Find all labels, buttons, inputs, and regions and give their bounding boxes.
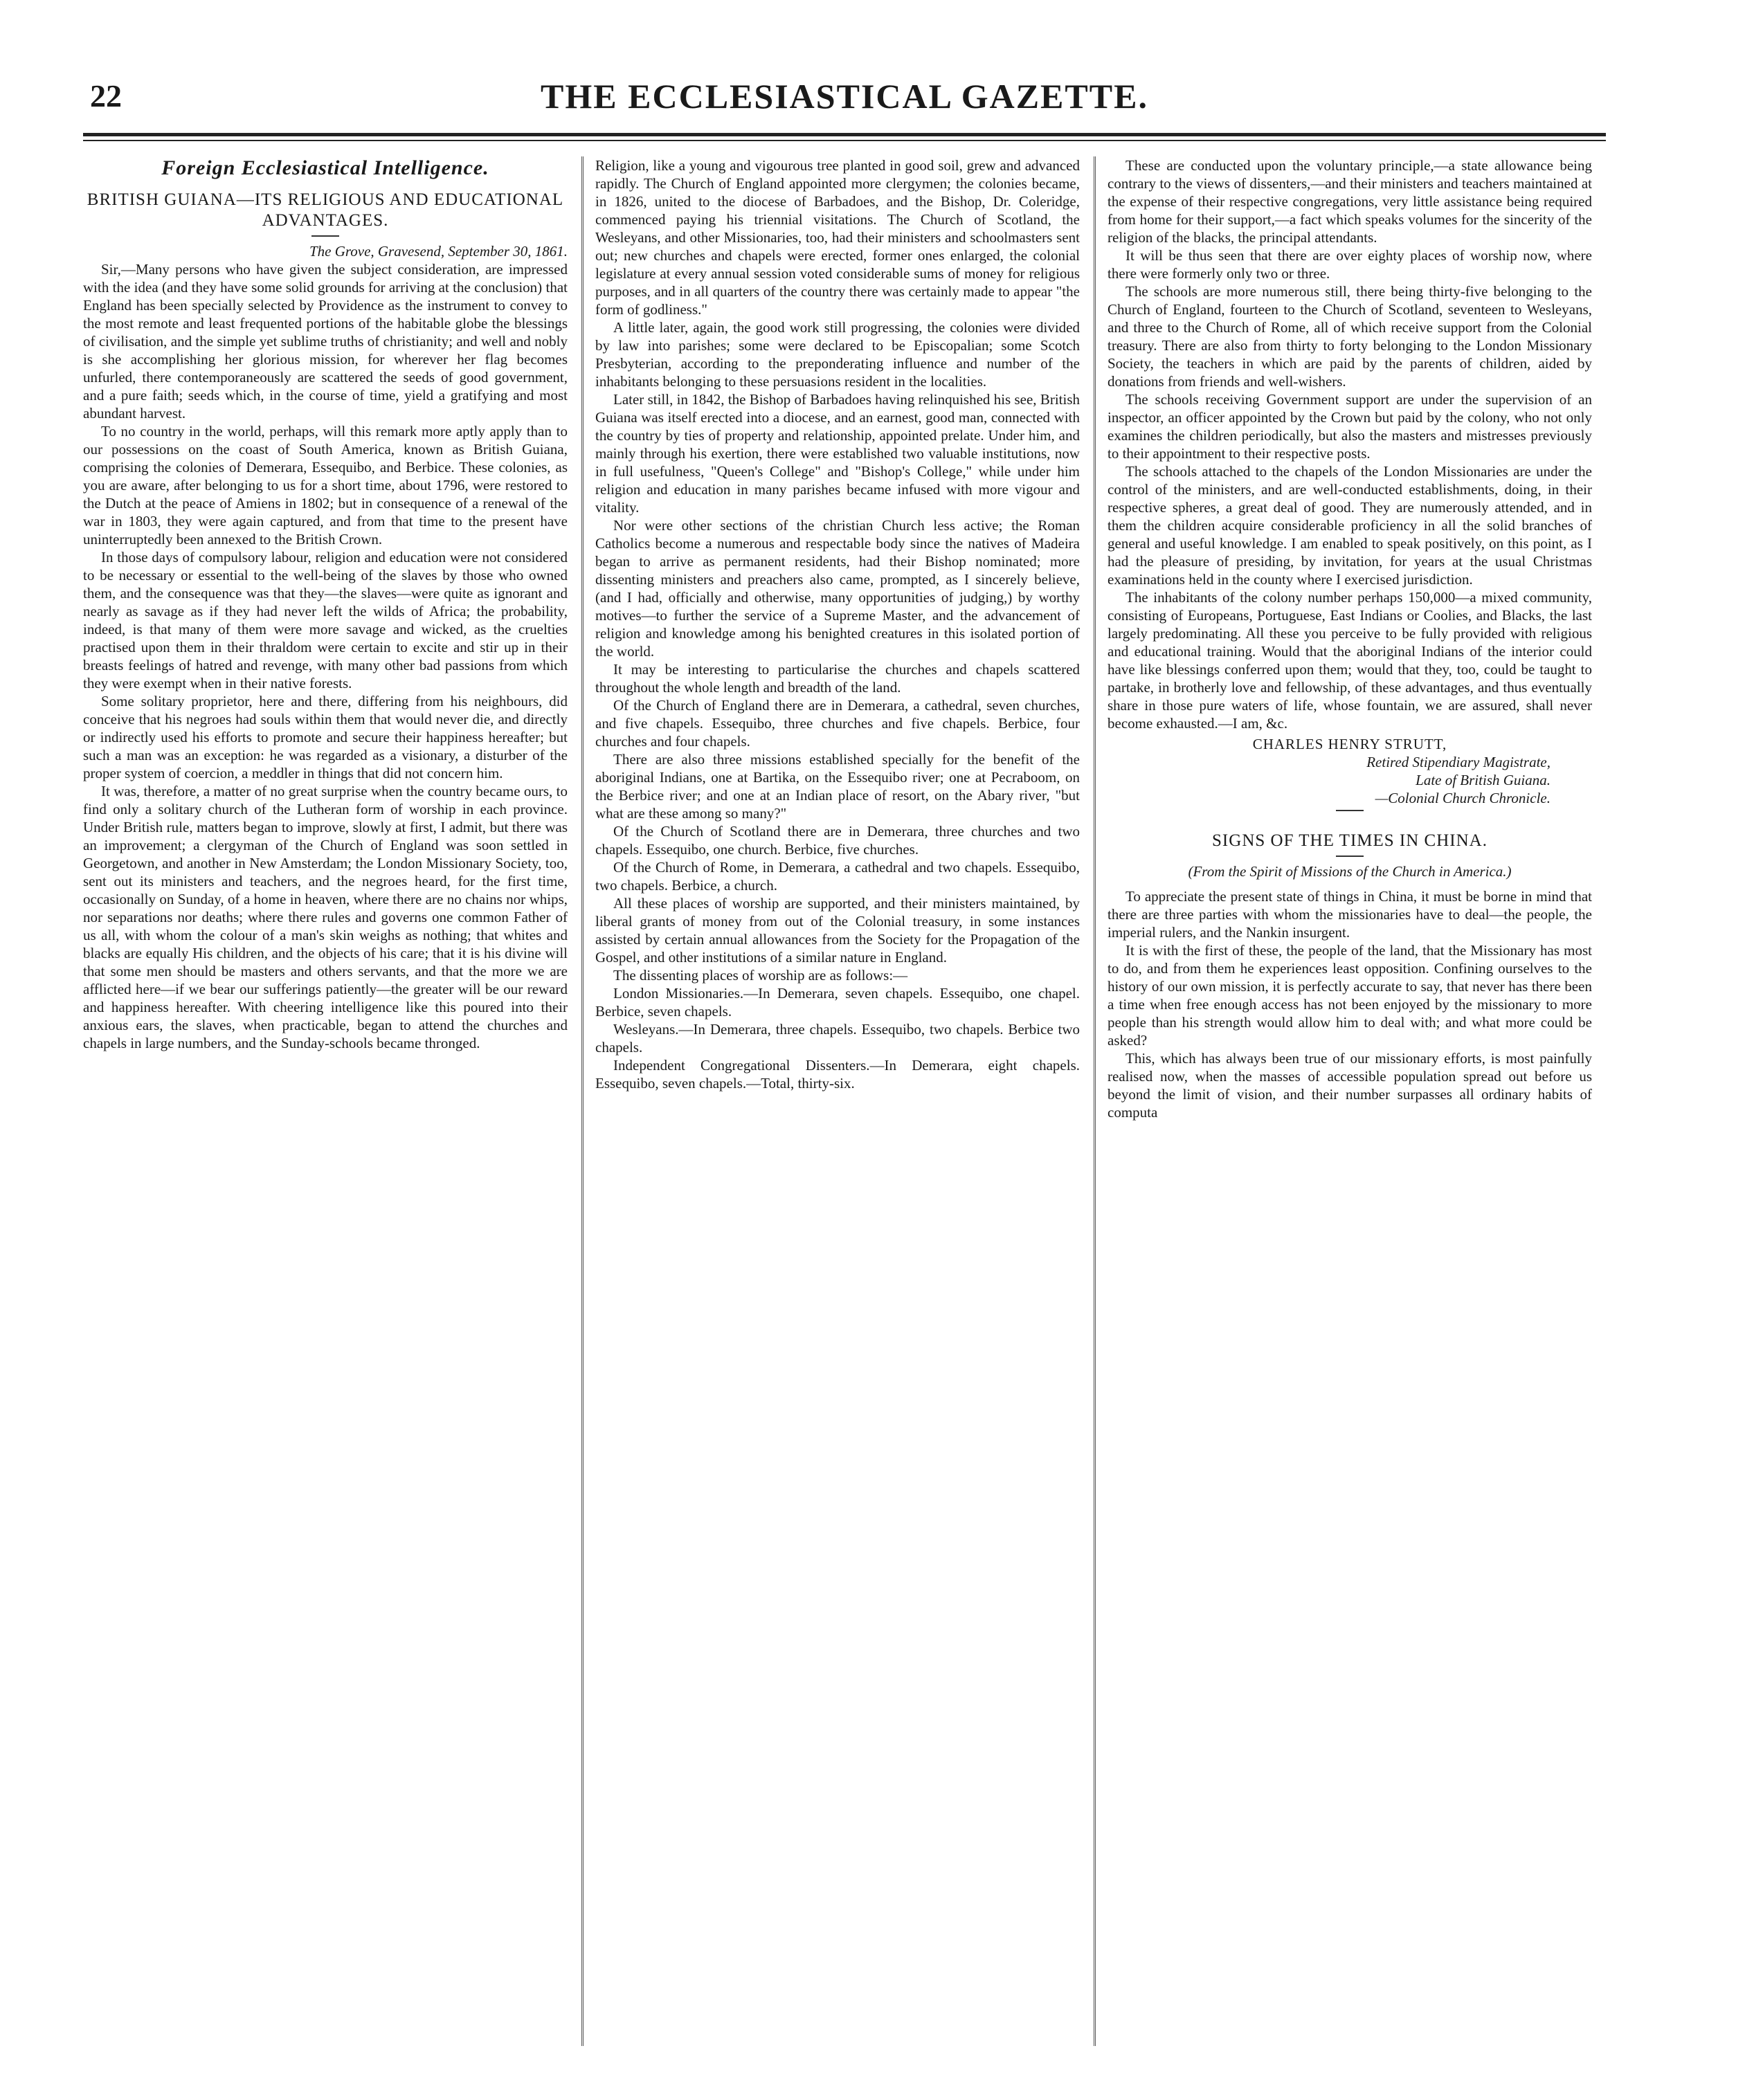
paragraph: Later still, in 1842, the Bishop of Barbadoes having relinquished his see, British Guiana was itself erected into a diocese, and an earnest, good man, connected with the country by ties of property and relationship, appointed prelate. Under him, and mainly through his exertion, there were established two valuable institutions, now in full usefulness, "Queen's College" and "Bishop's College," while under him religion and education in many parishes became infused with more vigour and vitality. [595,391,1080,516]
paragraph: This, which has always been true of our missionary efforts, is most painfully realised now, when the masses of accessible population spread out before us beyond the limit of vision, and their number surpasses all ordinary habits of computa [1107,1050,1592,1121]
paragraph: All these places of worship are supported, and their ministers maintained, by liberal grants of money from out of the Colonial treasury, in some instances assisted by certain annual allowances from the Society for the Propagation of the Gospel, and other institutions of a similar nature in England. [595,895,1080,966]
page-number: 22 [90,78,122,114]
paragraph: Independent Congregational Dissenters.—In Demerara, eight chapels. Essequibo, seven chapels.—Total, thirty-six. [595,1057,1080,1092]
paragraph: The schools attached to the chapels of the London Missionaries are under the control of the ministers, and are well-conducted establishments, doing, in their respective spheres, a great deal of good. They are numerously attended, and in them the children acquire considerable proficiency in all the solid branches of general and useful knowledge. I am enabled to speak positively, on this point, as I had the pleasure of presiding, by invitation, for years at the usual Christmas examinations held in the county where I exercised jurisdiction. [1107,463,1592,588]
paragraph: Nor were other sections of the christian Church less active; the Roman Catholics become a numerous and respectable body since the natives of Madeira began to arrive as permanent residents, had their Bishop nominated; more dissenting ministers and preachers also came, prompted, as I sincerely believe, (and I had, officially and otherwise, many opportunities of judging,) by worthy motives—to further the service of a Supreme Master, and the advancement of religion and knowledge among his benighted creatures in this isolated portion of the world. [595,517,1080,660]
paragraph: It is with the first of these, the people of the land, that the Missionary has most to do, and from them he experiences least opposition. Confining ourselves to the history of our own mission, it is perfectly accurate to say, that never has there been a time when free enough access has not been enjoyed by the missionary to more people than his strength would allow him to deal with; and what more could be asked? [1107,942,1592,1049]
paragraph: The schools receiving Government support are under the supervision of an inspector, an officer appointed by the Crown but paid by the colony, who not only examines the children periodically, but also the masters and mistresses previously to their appointment to their respective posts. [1107,391,1592,462]
article-separator [1336,810,1364,811]
article-title: BRITISH GUIANA—ITS RELIGIOUS AND EDUCATIONAL ADVANTAGES. [87,190,564,230]
paragraph: The schools are more numerous still, there being thirty-five belonging to the Church of England, fourteen to the Church of Scotland, seventeen to Wesleyans, and three to the Church of Rome, all of which receive support from the Colonial treasury. There are also from thirty to forty belonging to the London Missionary Society, the teachers in which are paid by the parents of children, aided by donations from friends and well-wishers. [1107,283,1592,390]
paragraph: A little later, again, the good work still progressing, the colonies were divided by law into parishes; some were declared to be Episcopalian; some Scotch Presbyterian, according to the preponderating influence and number of the inhabitants belonging to these persuasions resident in the localities. [595,319,1080,390]
journal-title: THE ECCLESIASTICAL GAZETTE. [541,77,1148,116]
column-divider-1 [581,156,584,2046]
column-3 [1107,156,1592,2046]
page-header [83,76,1606,132]
signature-source: —Colonial Church Chronicle. [1375,790,1550,806]
paragraph: London Missionaries.—In Demerara, seven chapels. Essequibo, one chapel. Berbice, seven chapels. [595,985,1080,1020]
paragraph: It will be thus seen that there are over eighty places of worship now, where there were formerly only two or three. [1107,247,1592,282]
paragraph: The inhabitants of the colony number perhaps 150,000—a mixed community, consisting of Europeans, Portuguese, East Indians or Coolies, and Blacks, the last largely predominating. All these you perceive to be fully provided with religious and educational training. Would that the aboriginal Indians of the interior could have like blessings conferred upon them; would that they, too, could be taught to partake, in brotherly love and fellowship, of these advantages, and thus eventually share in those pure waters of life, whose fountain, we are assured, shall never become exhausted.—I am, &c. [1107,589,1592,732]
paragraph: It was, therefore, a matter of no great surprise when the country became ours, to find only a solitary church of the Lutheran form of worship in each province. Under British rule, matters began to improve, slowly at first, I admit, but there was an improvement; a clergyman of the Church of England was soon settled in Georgetown, and another in New Amsterdam; the London Missionary Society, too, sent out its ministers and teachers, and the negroes heard, for the first time, occasionally on Sunday, of a home in heaven, where there are no chains nor whips, nor separations nor deaths; where there rules and governs one common Father of us all, with whom the colour of a man's skin weighs as nothing; that whites and blacks are equally His children, and the objects of his care; that it is his divine will that some men should be masters and others servants, and that the more we are afflicted here—if we bear our sufferings patiently—the greater will be our reward and happiness hereafter. With cheering intelligence like this poured into their anxious ears, the slaves, when practicable, began to attend the churches and chapels in large numbers, and the Sunday-schools became thronged. [83,783,568,1051]
paragraph: Wesleyans.—In Demerara, three chapels. Essequibo, two chapels. Berbice two chapels. [595,1021,1080,1056]
header-rule-thick [83,133,1606,136]
paragraph: These are conducted upon the voluntary principle,—a state allowance being contrary to the views of dissenters,—and their ministers and teachers maintained at the expense of their respective congregations, very little assistance being required from home for their support,—a fact which speaks volumes for the sincerity of the religion of the blacks, the principal attendants. [1107,157,1592,246]
paragraph: Sir,—Many persons who have given the subject consideration, are impressed with the idea (and they have some solid grounds for arriving at the conclusion) that England has been specially selected by Providence as the instrument to convey to the most remote and least frequented portions of the habitable globe the blessings of civilisation, and the simple yet sublime truths of christianity; and well and nobly is she accomplishing her glorious mission, for wherever her flag becomes unfurled, there contemporaneously are scattered the seeds of good government, and a pure faith; seeds which, in the course of time, yield a gratifying and most abundant harvest. [83,261,568,422]
signature-title: Retired Stipendiary Magistrate, [1366,754,1550,770]
title-rule [1336,856,1364,857]
source-note: (From the Spirit of Missions of the Church in America.) [1188,863,1512,880]
newspaper-page [83,76,1606,2070]
signature-title: Late of British Guiana. [1416,772,1550,788]
paragraph: To appreciate the present state of things in China, it must be borne in mind that there are three parties with whom the missionaries have to deal—the people, the imperial rulers, and the Nankin insurgent. [1107,888,1592,941]
paragraph: In those days of compulsory labour, religion and education were not considered to be necessary or essential to the well-being of the slaves by those who owned them, and the consequence was that they—the slaves—were quite as ignorant and nearly as savage as if they had never left the wilds of Africa; the probability, indeed, is that many of them were more savage and wicked, as the cruelties practised upon them in their thraldom were certain to excite and stir up in their breasts feelings of hatred and revenge, with many other bad passions from which they were exempt when in their native forests. [83,549,568,691]
paragraph: Of the Church of Scotland there are in Demerara, three churches and two chapels. Essequibo, one church. Berbice, five churches. [595,823,1080,858]
column-divider-2 [1094,156,1096,2046]
paragraph: It may be interesting to particularise the churches and chapels scattered throughout the whole length and breadth of the land. [595,661,1080,696]
paragraph: To no country in the world, perhaps, will this remark more aptly apply than to our possessions on the coast of South America, known as British Guiana, comprising the colonies of Demerara, Essequibo, and Berbice. These colonies, as you are aware, after belonging to us for a short time, about 1796, were restored to the Dutch at the peace of Amiens in 1802; but in consequence of a renewal of the war in 1803, they were again captured, and from that time to the present have uninterruptedly been annexed to the British Crown. [83,423,568,547]
paragraph: Religion, like a young and vigourous tree planted in good soil, grew and advanced rapidly. The Church of England appointed more clergymen; the colonies became, in 1826, united to the diocese of Barbadoes, and the Bishop, Dr. Coleridge, commenced paying his triennial visitations. The Church of Scotland, the Wesleyans, and other Missionaries, too, had their ministers and schoolmasters sent out; new churches and chapels were erected, former ones enlarged, the colonial legislature at every annual session voted considerable sums of money for religious purposes, and in all quarters of the country there was certainly made to appear "the form of godliness." [595,157,1080,318]
paragraph: Of the Church of Rome, in Demerara, a cathedral and two chapels. Essequibo, two chapels. Berbice, a church. [595,859,1080,894]
paragraph: Of the Church of England there are in Demerara, a cathedral, seven churches, and five chapels. Essequibo, three churches and five chapels. Berbice, four churches and four chapels. [595,697,1080,750]
column-2 [595,156,1080,2046]
paragraph: There are also three missions established specially for the benefit of the aboriginal Indians, one at Bartika, on the Essequibo river; one at Pecraboom, on the Berbice river; and one at an Indian place of resort, on the Abary river, "but what are these among so many?" [595,751,1080,822]
paragraph: Some solitary proprietor, here and there, differing from his neighbours, did conceive that his negroes had souls within them that would never die, and directly or indirectly used his efforts to promote and secure their happiness hereafter; but such a man was an exception: he was regarded as a visionary, a disturber of the proper system of coercion, a meddler in things that did not concern him. [83,693,568,781]
article-title: SIGNS OF THE TIMES IN CHINA. [1212,831,1488,850]
paragraph: The dissenting places of worship are as follows:— [613,967,908,984]
header-rule-thin [83,140,1606,141]
dateline: The Grove, Gravesend, September 30, 1861. [309,243,568,260]
title-rule [311,235,339,237]
column-1 [83,156,568,2046]
section-heading: Foreign Ecclesiastical Intelligence. [161,156,489,179]
signature-name: CHARLES HENRY STRUTT, [1252,736,1447,752]
